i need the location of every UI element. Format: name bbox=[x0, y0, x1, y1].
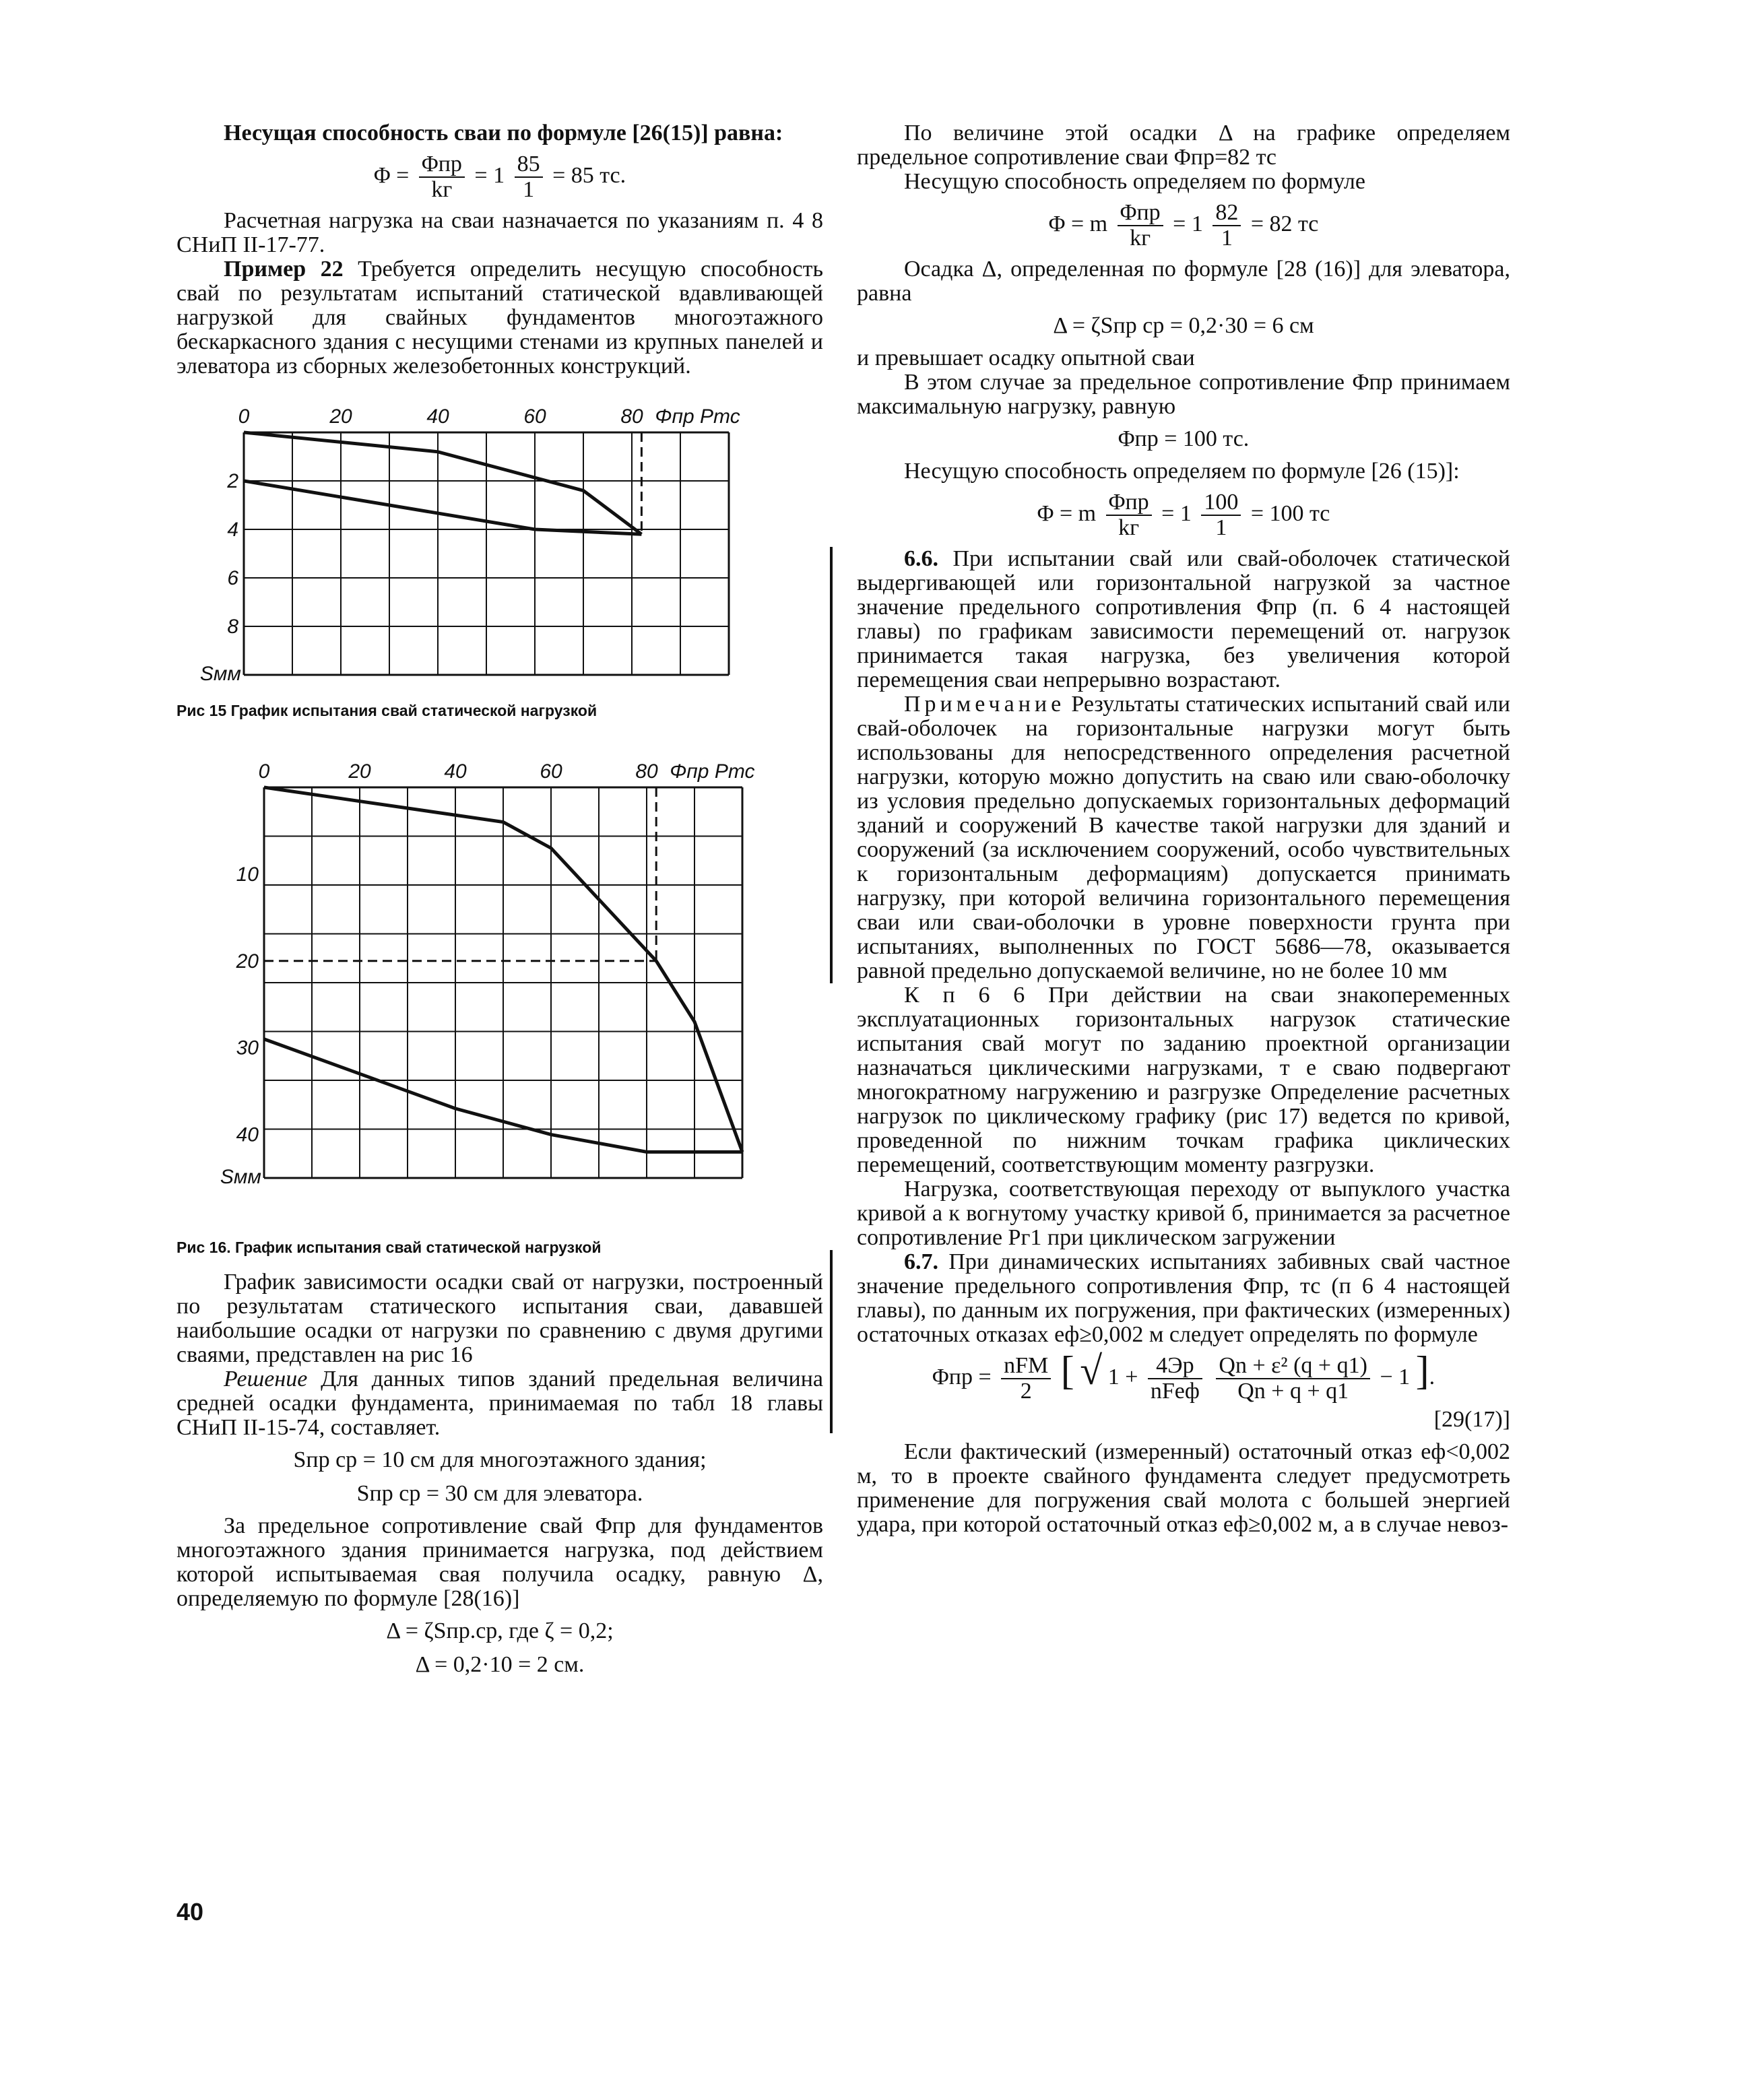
y-tick-label: 10 bbox=[236, 863, 259, 886]
x-axis-label: Φпр Pтс bbox=[670, 760, 755, 783]
right-column bbox=[857, 121, 1510, 1537]
figure-16-caption: Рис 16. График испытания свай статической нагрузкой bbox=[176, 1239, 602, 1256]
page-number: 40 bbox=[176, 1898, 204, 1926]
formula-29-17: Φпр = $\frac{\text{nFM}}{2}$ [ √ 1 + $\frac{4Эр}{\text{nFeф}}$ $\frac{\text{Qn + ε² (q + q1)}}{Qn + q + q1}$ − 1 ]. [29(17)] bbox=[857, 1354, 1510, 1433]
formula: Sпр ср = 10 см для многоэтажного здания; bbox=[293, 1447, 707, 1472]
formula: Φ = m $\frac{\text{Φпр}}{kг}$ = 1 $\frac{82}{1}$ = 82 тс bbox=[1048, 200, 1319, 251]
x-tick-label: 80 bbox=[620, 405, 643, 428]
y-tick-label: 40 bbox=[236, 1123, 259, 1146]
x-tick-label: 80 bbox=[635, 760, 658, 783]
paragraph: Осадка Δ, определенная по формуле [28 (16)] для элеватора, равна bbox=[857, 257, 1510, 306]
formula: Δ = ζSпр.ср, где ζ = 0,2; bbox=[386, 1618, 614, 1643]
y-axis-label: Sмм bbox=[199, 663, 241, 685]
paragraph: За предельное сопротивление свай Φпр для фундаментов многоэтажного здания принимается нагрузка, под действием которой испытываемая свая получила осадку, равную Δ, определяемую по формуле [28(16)] bbox=[176, 1513, 823, 1611]
paragraph: 6.6. При испытании свай или свай-оболочек статической выдергивающей или горизонтальной нагрузкой за частное значение предельного сопротивления Φпр (п. 6 4 настоящей главы) по графикам зависимости перемещений от. нагрузок принимается такая нагрузка, без увеличения которой перемещения сваи непрерывно возрастают. bbox=[857, 546, 1510, 692]
paragraph: Несущую способность определяем по формуле [26 (15)]: bbox=[904, 459, 1460, 484]
paragraph: Расчетная нагрузка на сваи назначается по указаниям п. 4 8 СНиП II-17-77. bbox=[176, 208, 823, 257]
series-line bbox=[244, 432, 641, 534]
section-6-6 bbox=[830, 547, 1510, 983]
y-tick-label: 2 bbox=[227, 470, 238, 492]
paragraph: и превышает осадку опытной сваи bbox=[857, 346, 1195, 370]
y-tick-label: 6 bbox=[227, 567, 238, 589]
paragraph: Пример 22 Требуется определить несущую способность свай по результатам испытаний статической вдавливающей нагрузкой для свайных фундаментов многоэтажного бескаркасного здания с несущими стенами из крупных панелей и элеватора из сборных железобетонных конструкций. bbox=[176, 257, 824, 379]
paragraph: График зависимости осадки свай от нагрузки, построенный по результатам статического испытания сваи, дававшей наибольшие осадки от нагрузки по сравнению с двумя другими сваями, представлен на рис 16 bbox=[176, 1270, 823, 1367]
section-6-7 bbox=[830, 1250, 1510, 1433]
x-tick-label: 60 bbox=[523, 405, 546, 428]
x-tick-label: 20 bbox=[329, 405, 352, 428]
paragraph: Несущая способность сваи по формуле [26(15)] равна: bbox=[224, 121, 783, 145]
formula: Φ = $\frac{\text{Φпр}}{kг}$ = 1 $\frac{85}{1}$ = 85 тс. bbox=[373, 152, 626, 202]
formula: Φ = m $\frac{\text{Φпр}}{kг}$ = 1 $\frac{100}{1}$ = 100 тс bbox=[1037, 490, 1330, 540]
x-tick-label: 20 bbox=[348, 760, 371, 783]
y-axis-label: Sмм bbox=[220, 1166, 261, 1188]
paragraph: Если фактический (измеренный) остаточный отказ eф<0,002 м, то в проекте свайного фундамента следует предусмотреть применение для погружения свай молота с большей энергией удара, при которой остаточный отказ eф≥0,002 м, а в случае невоз- bbox=[857, 1439, 1510, 1537]
x-axis-label: Φпр Pтс bbox=[655, 405, 740, 428]
paragraph: Решение Для данных типов зданий предельная величина средней осадки фундамента, принимаемая по табл 18 главы СНиП II-15-74, составляет. bbox=[176, 1367, 823, 1440]
paragraph: К п 6 6 При действии на сваи знакопеременных эксплуатационных горизонтальных нагрузок статические испытания свай могут по заданию проектной организации назначаться циклическими нагрузками, т е сваю подвергают многократному нагружению и разгрузке Определение расчетных нагрузок по циклическому графику (рис 17) ведется по кривой, проведенной по нижним точкам графика циклических перемещений, соответствующим моменту разгрузки. bbox=[857, 983, 1510, 1177]
left-column bbox=[176, 121, 823, 1685]
y-tick-label: 20 bbox=[236, 950, 259, 973]
formula: Δ = 0,2·10 = 2 см. bbox=[415, 1652, 585, 1677]
y-tick-label: 8 bbox=[227, 616, 238, 638]
x-tick-label: 0 bbox=[258, 760, 270, 783]
figure-15-caption: Рис 15 График испытания свай статической нагрузкой bbox=[176, 702, 597, 719]
formula: Sпр ср = 30 см для элеватора. bbox=[356, 1481, 643, 1506]
paragraph: Несущую способность определяем по формуле bbox=[904, 169, 1365, 194]
equation-number: [29(17)] bbox=[1433, 1407, 1510, 1432]
figure-16-chart bbox=[170, 733, 776, 1232]
x-tick-label: 0 bbox=[238, 405, 250, 428]
y-tick-label: 30 bbox=[236, 1037, 259, 1059]
paragraph: По величине этой осадки Δ на графике определяем предельное сопротивление сваи Φпр=82 тс bbox=[857, 121, 1510, 170]
x-tick-label: 40 bbox=[426, 405, 449, 428]
figure-15-chart bbox=[170, 379, 776, 695]
paragraph: Нагрузка, соответствующая переходу от выпуклого участка кривой а к вогнутому участку кривой б, принимается за расчетное сопротивление Pг1 при циклическом загружении bbox=[857, 1177, 1510, 1250]
x-tick-label: 60 bbox=[540, 760, 562, 783]
formula: Δ = ζSпр ср = 0,2·30 = 6 см bbox=[1053, 313, 1314, 338]
y-tick-label: 4 bbox=[227, 519, 238, 541]
paragraph: В этом случае за предельное сопротивление Φпр принимаем максимальную нагрузку, равную bbox=[857, 370, 1510, 419]
formula: Φпр = 100 тс. bbox=[1118, 426, 1250, 451]
paragraph: 6.7. При динамических испытаниях забивных свай частное значение предельного сопротивления Φпр, тс (п 6 4 настоящей главы), по данным их погружения, при фактических (измеренных) остаточных отказах eф≥0,002 м следует определять по формуле bbox=[857, 1249, 1510, 1347]
x-tick-label: 40 bbox=[444, 760, 467, 783]
note: Примечание Результаты статических испытаний свай или свай-оболочек на горизонтальные нагрузки могут быть использованы для непосредственного определения расчетной нагрузки, которую можно допустить на сваю или сваю-оболочку из условия предельно допускаемых горизонтальных деформаций зданий и сооружений В качестве такой нагрузки для зданий и сооружений (за исключением сооружений, особо чувствительных к горизонтальным деформациям) допускается принимать нагрузку, при которой величина горизонтального перемещения сваи или сваи-оболочки в уровне поверхности грунта при испытаниях, выполненных по ГОСТ 5686—78, оказывается равной предельно допускаемой величине, но не более 10 мм bbox=[857, 692, 1510, 983]
